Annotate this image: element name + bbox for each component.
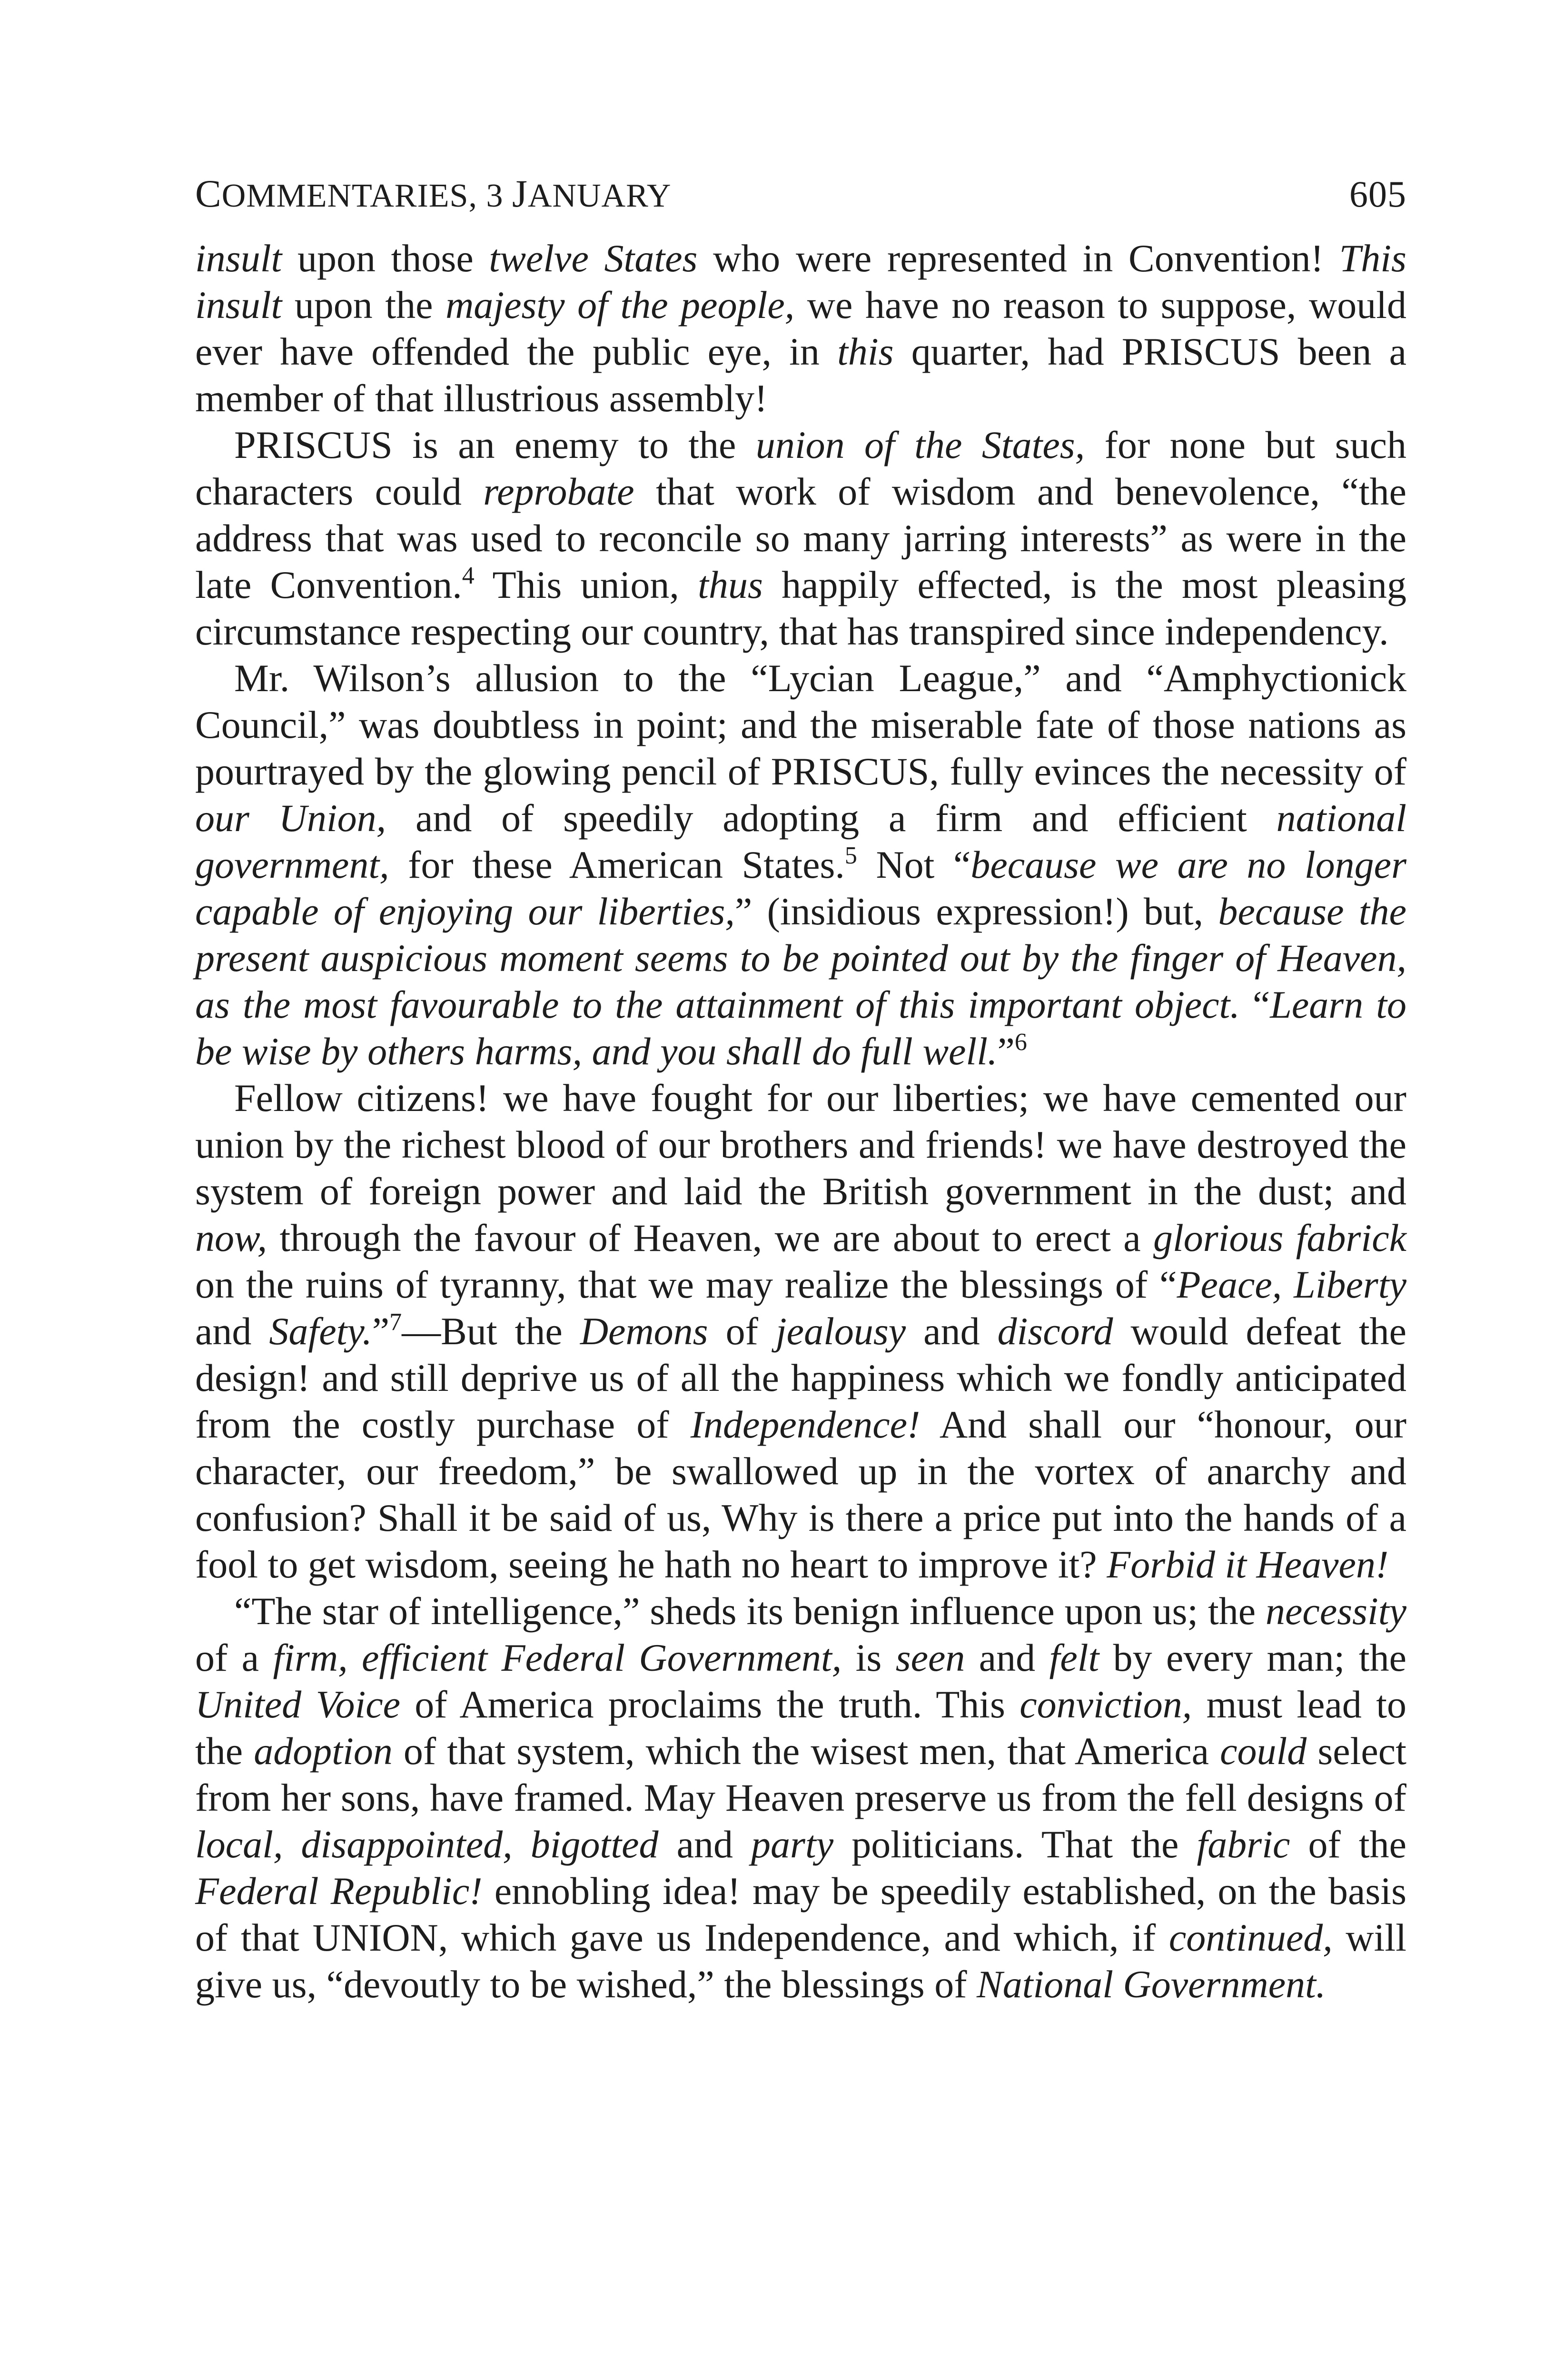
italic-run: Demons — [580, 1309, 708, 1353]
italic-run: twelve States — [489, 237, 698, 280]
text-run: of a — [195, 1636, 273, 1679]
text-run: “ — [1239, 983, 1270, 1026]
page-header — [195, 171, 1406, 216]
italic-run: Forbid it Heaven! — [1107, 1543, 1389, 1586]
text-run: through the favour of Heaven, we are about to erect a — [267, 1216, 1154, 1259]
text-run: upon the — [282, 283, 446, 327]
text-run: will give us, “devoutly to be wished,” the blessings of — [195, 1916, 1406, 2006]
italic-run: party — [751, 1823, 834, 1866]
text-run: Mr. Wilson’s allusion to the “Lycian League,” and “Amphyctionick Council,” was doubtless in point; and the miserable fate of those nations as pourtrayed by the glowing pencil of PRISCUS, fully evinces the necessity of — [195, 656, 1406, 793]
text-run: and — [658, 1823, 752, 1866]
italic-run: jealousy — [775, 1309, 906, 1353]
italic-run: Peace, Liberty — [1177, 1263, 1406, 1306]
italic-run: felt — [1049, 1636, 1099, 1679]
text-run: and — [965, 1636, 1049, 1679]
text-run: ennobling idea! may be speedily established, on the basis of that UNION, which gave us Independence, and which, if — [195, 1869, 1407, 1959]
running-head-text-1: OMMENTARIES, 3 — [221, 178, 512, 214]
italic-run: firm, efficient Federal Government, — [273, 1636, 842, 1679]
text-run: would defeat the design! and still deprive us of all the happiness which we fondly anticipated from the costly purchase of — [195, 1309, 1407, 1446]
running-head-text-2: ANUARY — [527, 178, 672, 214]
running-head — [195, 171, 671, 216]
document-page — [195, 171, 1406, 2008]
text-run: we have no reason to suppose, would ever have offended the public eye, in — [195, 283, 1406, 373]
italic-run: Federal Republic! — [195, 1869, 483, 1913]
text-run: for these American States. — [389, 843, 845, 886]
text-run: —But the — [402, 1309, 580, 1353]
italic-run: union of the States, — [755, 423, 1085, 466]
text-run: And shall our “honour, our character, our freedom,” be swallowed up in the vortex of anarchy and confusion? Shall it be said of us, Why is there a price put into the hands of a fool to get wisdom, seeing he hath no heart to improve it? — [195, 1403, 1406, 1586]
italic-run: conviction, — [1020, 1683, 1192, 1726]
text-run: and of speedily adopting a firm and efficient — [386, 796, 1277, 840]
italic-run: thus — [698, 563, 763, 606]
italic-run: adoption — [254, 1729, 393, 1773]
paragraph — [195, 235, 1406, 422]
footnote-ref: 5 — [844, 842, 857, 869]
text-run: of America proclaims the truth. This — [400, 1683, 1020, 1726]
italic-run: this — [837, 330, 894, 373]
body-text — [195, 235, 1406, 2008]
italic-run: national government, — [195, 796, 1406, 886]
text-run: ” — [997, 1030, 1015, 1073]
text-run: Not “ — [857, 843, 971, 886]
footnote-ref: 4 — [462, 562, 475, 589]
text-run: ” — [372, 1309, 390, 1353]
italic-run: seen — [895, 1636, 965, 1679]
text-run: of that system, which the wisest men, that America — [392, 1729, 1220, 1773]
italic-run: because we are no longer capable of enjoying our liberties, — [195, 843, 1406, 933]
italic-run: This insult — [195, 237, 1406, 327]
paragraph — [195, 1588, 1406, 2008]
text-run: on the ruins of tyranny, that we may realize the blessings of “ — [195, 1263, 1177, 1306]
running-head-cap-j: J — [512, 172, 528, 215]
text-run: ” (insidious expression!) but, — [734, 890, 1218, 933]
text-run: happily effected, is the most pleasing circumstance respecting our country, that has transpired since independency. — [195, 563, 1406, 653]
running-head-cap-c: C — [195, 172, 222, 215]
text-run: politicians. That the — [833, 1823, 1197, 1866]
italic-run: Safety. — [269, 1309, 372, 1353]
text-run: of the — [1290, 1823, 1406, 1866]
text-run: by every man; the — [1099, 1636, 1406, 1679]
italic-run: National Government. — [977, 1963, 1326, 2006]
page-number: 605 — [1349, 173, 1406, 215]
text-run: select from her sons, have framed. May Heaven preserve us from the fell designs of — [195, 1729, 1406, 1819]
text-run: of — [708, 1309, 776, 1353]
paragraph — [195, 655, 1406, 1075]
text-run: upon those — [282, 237, 489, 280]
paragraph — [195, 1075, 1406, 1588]
italic-run: local, disappointed, bigotted — [195, 1823, 659, 1866]
text-run: quarter, had PRISCUS been a member of that illustrious assembly! — [195, 330, 1406, 420]
text-run: and — [906, 1309, 998, 1353]
text-run: PRISCUS is an enemy to the — [234, 423, 756, 466]
italic-run: because the present auspicious moment seems to be pointed out by the finger of Heaven, as the most favourable to the attainment of this important object. — [195, 890, 1406, 1026]
italic-run: now, — [195, 1216, 267, 1259]
italic-run: continued, — [1168, 1916, 1333, 1959]
italic-run: our Union, — [195, 796, 386, 840]
italic-run: necessity — [1266, 1589, 1406, 1633]
italic-run: Independence! — [690, 1403, 921, 1446]
italic-run: could — [1220, 1729, 1307, 1773]
text-run: “The star of intelligence,” sheds its benign influence upon us; the — [234, 1589, 1266, 1633]
italic-run: fabric — [1197, 1823, 1290, 1866]
italic-run: reprobate — [483, 470, 634, 513]
italic-run: glorious fabrick — [1153, 1216, 1407, 1259]
text-run: Fellow citizens! we have fought for our liberties; we have cemented our union by the richest blood of our brothers and friends! we have destroyed the system of foreign power and laid the British government in the dust; and — [195, 1076, 1406, 1213]
italic-run: Learn to be wise by others harms, and you shall do full well. — [195, 983, 1407, 1073]
italic-run: United Voice — [195, 1683, 401, 1726]
italic-run: insult — [195, 237, 282, 280]
text-run: is — [841, 1636, 896, 1679]
footnote-ref: 7 — [389, 1309, 402, 1336]
italic-run: majesty of the people, — [445, 283, 795, 327]
text-run: that work of wisdom and benevolence, “the address that was used to reconcile so many jarring interests” as were in the late Convention. — [195, 470, 1406, 606]
italic-run: discord — [997, 1309, 1113, 1353]
footnote-ref: 6 — [1014, 1029, 1027, 1056]
paragraph — [195, 422, 1406, 655]
text-run: who were represented in Convention! — [697, 237, 1339, 280]
text-run: must lead to the — [195, 1683, 1406, 1773]
text-run: for none but such characters could — [195, 423, 1406, 513]
text-run: and — [195, 1309, 269, 1353]
text-run: This union, — [474, 563, 698, 606]
